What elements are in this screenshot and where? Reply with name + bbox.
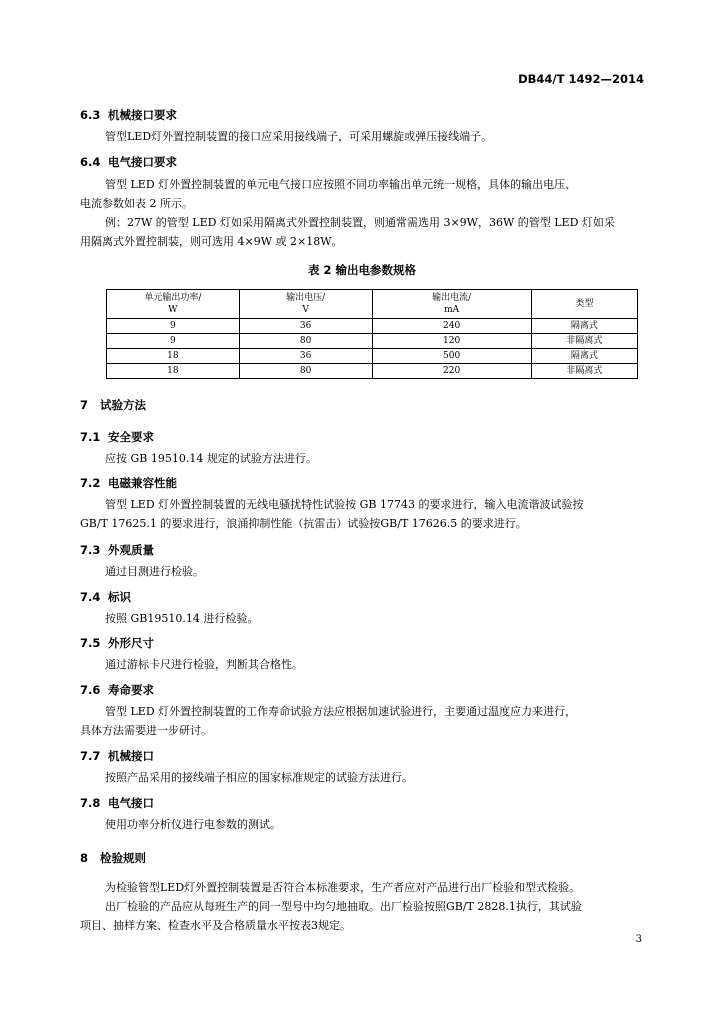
paragraph-line: 管型 LED 灯外置控制装置的无线电骚扰特性试验按 GB 17743 的要求进行，输入电流谐波试验按 <box>105 498 584 511</box>
section-7-1-heading <box>80 429 154 445</box>
example-line: 用隔离式外置控制装，则可选用 4×9W 或 2×18W。 <box>80 235 343 248</box>
header-cell-voltage: 输出电压/ V <box>239 290 372 319</box>
section-title: 标识 <box>108 590 131 604</box>
section-number: 7.2 <box>80 476 101 490</box>
page-number: 3 <box>635 934 642 945</box>
section-8-heading <box>80 850 146 866</box>
section-7-4-body <box>80 609 646 628</box>
paragraph-line: 按照产品采用的接线端子相应的国家标准规定的试验方法进行。 <box>105 771 413 784</box>
section-7-5-heading <box>80 635 154 651</box>
paragraph-line: 应按 GB 19510.14 规定的试验方法进行。 <box>105 452 317 465</box>
header-cell-power: 单元输出功率/ W <box>107 290 240 319</box>
example-line: 例：27W 的管型 LED 灯如采用隔离式外置控制装置，则通常需选用 3×9W，36W 的管型 LED 灯如采 <box>105 216 615 229</box>
section-7-6-body <box>80 702 646 740</box>
section-7-3-heading <box>80 542 154 558</box>
section-number: 7.8 <box>80 796 101 810</box>
paragraph-line: 通过目测进行检验。 <box>105 565 204 578</box>
section-number: 7 <box>80 398 89 412</box>
section-number: 7.1 <box>80 430 101 444</box>
paragraph-line: 为检验管型LED灯外置控制装置是否符合本标准要求，生产者应对产品进行出厂检验和型式检验。 <box>105 881 581 894</box>
paragraph-line: 管型 LED 灯外置控制装置的单元电气接口应按照不同功率输出单元统一规格，具体的输出电压、 <box>105 178 577 191</box>
section-number: 7.6 <box>80 683 101 697</box>
table-cell: 80 <box>239 334 372 349</box>
section-7-5-body <box>80 655 646 674</box>
section-8-body <box>80 878 646 935</box>
section-title: 电气接口要求 <box>108 155 177 169</box>
table-cell: 9 <box>107 334 240 349</box>
table-cell: 隔离式 <box>531 319 637 334</box>
section-7-7-heading <box>80 748 154 764</box>
section-title: 试验方法 <box>100 398 146 412</box>
paragraph-line: 电流参数如表 2 所示。 <box>80 197 193 210</box>
section-6-3-heading <box>80 107 177 123</box>
standard-number: DB44/T 1492—2014 <box>518 72 644 86</box>
section-number: 6.4 <box>80 155 101 169</box>
table-cell: 240 <box>372 319 531 334</box>
section-number: 7.5 <box>80 636 101 650</box>
table-cell: 非隔离式 <box>531 364 637 379</box>
section-number: 7.3 <box>80 543 101 557</box>
section-title: 安全要求 <box>108 430 154 444</box>
output-parameter-table <box>106 289 638 379</box>
table-row <box>107 319 638 334</box>
section-7-7-body <box>80 768 646 787</box>
paragraph-line: 管型LED灯外置控制装置的接口应采用接线端子，可采用螺旋或弹压接线端子。 <box>105 130 493 143</box>
paragraph-line: 使用功率分析仪进行电参数的测试。 <box>105 818 281 831</box>
section-7-8-heading <box>80 795 154 811</box>
section-7-8-body <box>80 815 646 834</box>
table-row <box>107 334 638 349</box>
section-title: 电磁兼容性能 <box>108 476 177 490</box>
table-cell: 非隔离式 <box>531 334 637 349</box>
section-6-4-body <box>80 175 646 251</box>
section-title: 检验规则 <box>100 851 146 865</box>
table-cell: 18 <box>107 364 240 379</box>
table-cell: 80 <box>239 364 372 379</box>
paragraph-line: 管型 LED 灯外置控制装置的工作寿命试验方法应根据加速试验进行，主要通过温度应力来进行， <box>105 705 577 718</box>
table-header-row <box>107 290 638 319</box>
section-7-4-heading <box>80 589 131 605</box>
section-7-1-body <box>80 449 646 468</box>
table-cell: 120 <box>372 334 531 349</box>
section-7-3-body <box>80 562 646 581</box>
section-number: 8 <box>80 851 89 865</box>
paragraph-line: 具体方法需要进一步研讨。 <box>80 724 212 737</box>
section-7-2-body <box>80 495 646 533</box>
table-cell: 36 <box>239 349 372 364</box>
section-title: 机械接口 <box>108 749 154 763</box>
table-caption: 表 2 输出电参数规格 <box>307 263 416 277</box>
section-title: 电气接口 <box>108 796 154 810</box>
header-cell-type: 类型 <box>531 290 637 319</box>
paragraph-line: 项目、抽样方案、检查水平及合格质量水平按表3规定。 <box>80 919 351 932</box>
section-title: 机械接口要求 <box>108 108 177 122</box>
section-title: 寿命要求 <box>108 683 154 697</box>
paragraph-line: 按照 GB19510.14 进行检验。 <box>105 612 259 625</box>
section-6-3-body <box>80 127 646 146</box>
section-7-6-heading <box>80 682 154 698</box>
table-cell: 18 <box>107 349 240 364</box>
section-title: 外观质量 <box>108 543 154 557</box>
table-cell: 隔离式 <box>531 349 637 364</box>
section-7-heading <box>80 397 146 413</box>
section-number: 7.7 <box>80 749 101 763</box>
header-cell-current: 输出电流/ mA <box>372 290 531 319</box>
section-7-2-heading <box>80 475 177 491</box>
table-cell: 220 <box>372 364 531 379</box>
section-title: 外形尺寸 <box>108 636 154 650</box>
table-row <box>107 349 638 364</box>
section-number: 6.3 <box>80 108 101 122</box>
table-row <box>107 364 638 379</box>
table-cell: 9 <box>107 319 240 334</box>
paragraph-line: 通过游标卡尺进行检验，判断其合格性。 <box>105 658 303 671</box>
paragraph-line: 出厂检验的产品应从每班生产的同一型号中均匀地抽取。出厂检验按照GB/T 2828.1执行，其试验 <box>105 900 582 913</box>
section-6-4-heading <box>80 154 177 170</box>
paragraph-line: GB/T 17625.1 的要求进行，浪涌抑制性能（抗雷击）试验按GB/T 17626.5 的要求进行。 <box>80 517 527 530</box>
table-cell: 36 <box>239 319 372 334</box>
table-cell: 500 <box>372 349 531 364</box>
section-number: 7.4 <box>80 590 101 604</box>
